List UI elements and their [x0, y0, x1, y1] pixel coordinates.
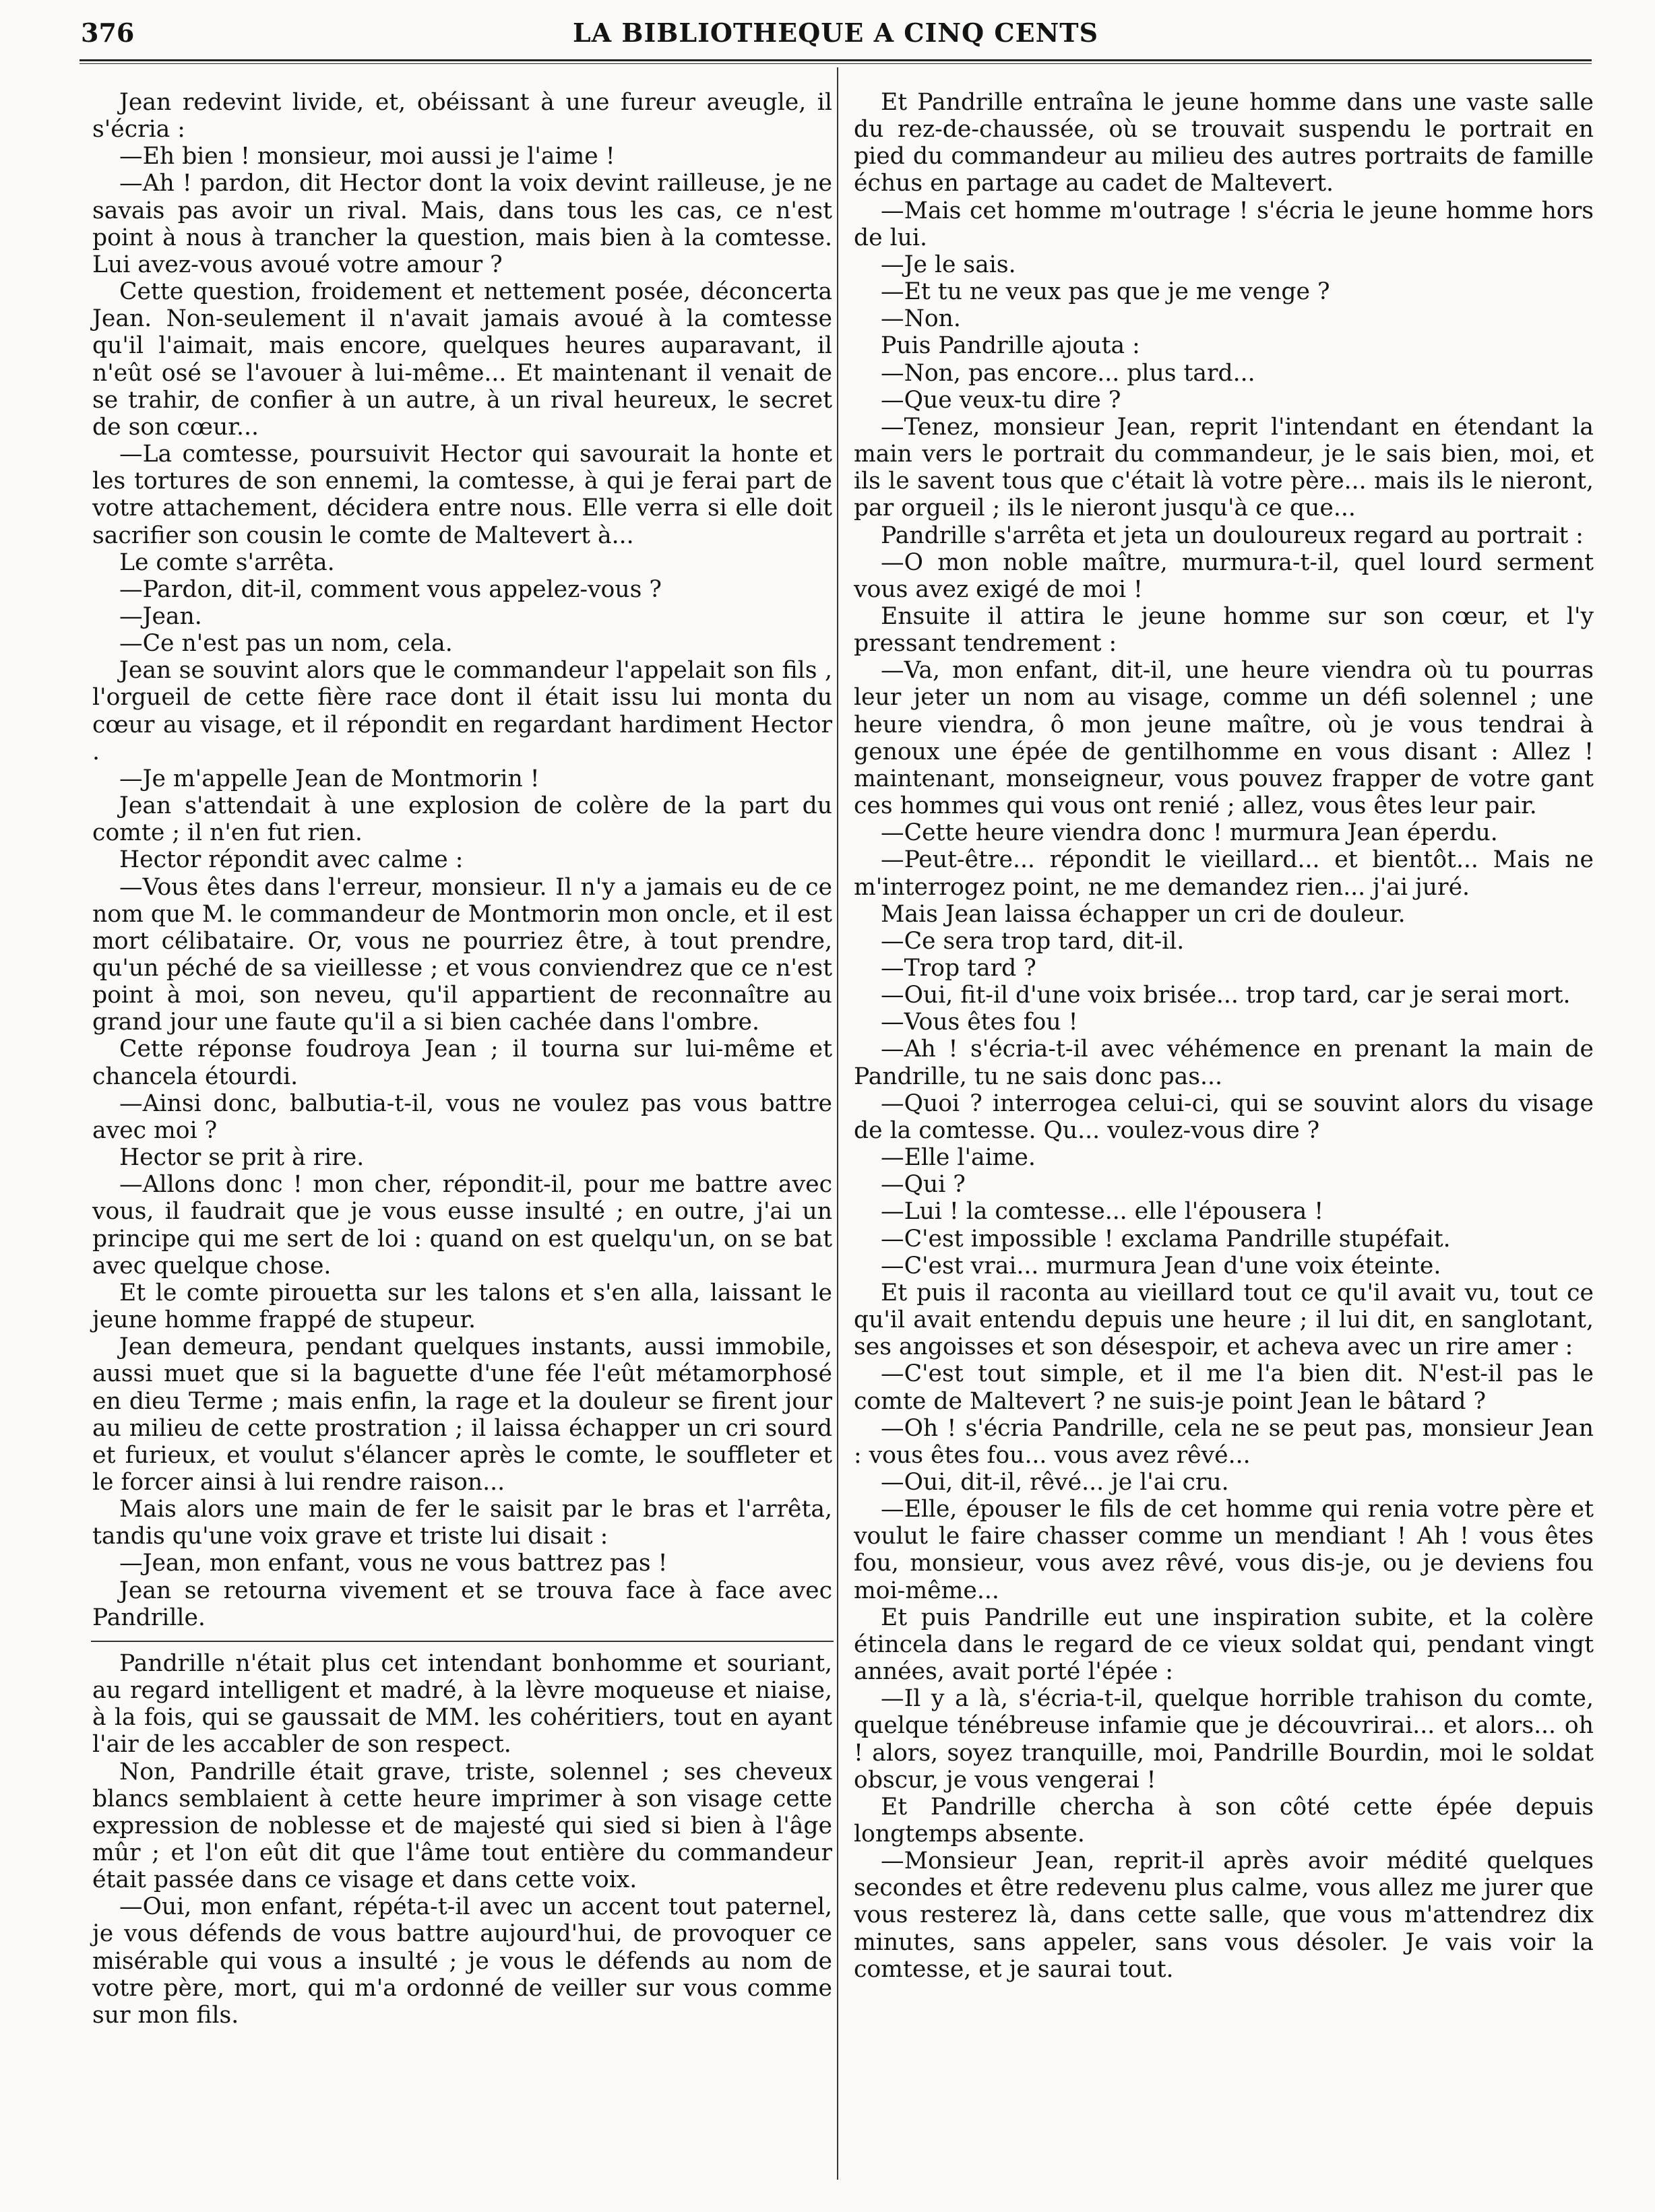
paragraph: —Ah ! pardon, dit Hector dont la voix devint railleuse, je ne savais pas avoir un rival. Mais, dans tous les cas, ce n'est point à nous à trancher la question, mais bien à la comtesse. Lui avez-vous avoué votre amour ? [92, 170, 832, 278]
header-rule-thin [80, 63, 1592, 64]
paragraph: Et puis Pandrille eut une inspiration subite, et la colère étincela dans le regard de ce vieux soldat qui, pendant vingt années, avait porté l'épée : [854, 1604, 1594, 1686]
paragraph: —Jean. [119, 602, 202, 630]
paragraph: —Oui, mon enfant, répéta-t-il avec un accent tout paternel, je vous défends de vous battre aujourd'hui, de provoquer ce misérable qui vous a insulté ; je vous le défends au nom de votre père, mort, qui m'a ordonné de veiller sur vous comme sur mon fils. [92, 1893, 832, 2029]
paragraph: —Que veux-tu dire ? [881, 386, 1121, 414]
paragraph: —Va, mon enfant, dit-il, une heure viendra où tu pourras leur jeter un nom au visage, comme un défi solennel ; une heure viendra, ô mon jeune maître, où je vous tendrai à genoux une épée de gentilhomme en vous disant : Allez ! maintenant, monseigneur, vous pouvez frapper de votre gant ces hommes qui vous ont renié ; allez, vous êtes leur pair. [854, 657, 1594, 820]
paragraph: —Qui ? [881, 1171, 966, 1199]
right-column [854, 89, 1594, 1983]
paragraph: —Oui, fit-il d'une voix brisée... trop tard, car je serai mort. [881, 982, 1571, 1009]
paragraph: Le comte s'arrêta. [119, 548, 335, 576]
paragraph: —Non, pas encore... plus tard... [881, 359, 1255, 387]
paragraph: —Eh bien ! monsieur, moi aussi je l'aime ! [119, 143, 615, 170]
running-title: LA BIBLIOTHEQUE A CINQ CENTS [572, 18, 1099, 48]
paragraph: Jean s'attendait à une explosion de colère de la part du comte ; il n'en fut rien. [92, 792, 832, 847]
paragraph: —C'est tout simple, et il me l'a bien dit. N'est-il pas le comte de Maltevert ? ne suis-je point Jean le bâtard ? [854, 1360, 1594, 1415]
paragraph: Pandrille n'était plus cet intendant bonhomme et souriant, au regard intelligent et madré, à la lèvre moqueuse et niaise, à la fois, qui se gaussait de MM. les cohéritiers, tout en ayant l'air de les accabler de son respect. [92, 1649, 832, 1759]
paragraph: Mais alors une main de fer le saisit par le bras et l'arrêta, tandis qu'une voix grave et triste lui disait : [92, 1496, 832, 1550]
paragraph: —Tenez, monsieur Jean, reprit l'intendant en étendant la main vers le portrait du commandeur, je le sais bien, moi, et ils le savent tous que c'était là votre père... mais ils le nieront, par orgueil ; ils le nieront jusqu'à ce que... [854, 413, 1594, 522]
paragraph: —C'est impossible ! exclama Pandrille stupéfait. [881, 1225, 1451, 1253]
paragraph: —Peut-être... répondit le vieillard... et bientôt... Mais ne m'interrogez point, ne me demandez rien... j'ai juré. [854, 846, 1594, 901]
paragraph: Jean demeura, pendant quelques instants, aussi immobile, aussi muet que si la baguette d'une fée l'eût métamorphosé en dieu Terme ; mais enfin, la rage et la douleur se firent jour au milieu de cette prostration ; il laissa échapper un cri sourd et furieux, et voulut s'élancer après le comte, le souffleter et le forcer ainsi à lui rendre raison... [92, 1333, 832, 1496]
paragraph: —Non. [881, 305, 961, 333]
paragraph: Et puis il raconta au vieillard tout ce qu'il avait vu, tout ce qu'il avait entendu depuis une heure ; il lui dit, en sanglotant, ses angoisses et son désespoir, et acheva avec un rire amer : [854, 1279, 1594, 1361]
paragraph: —Et tu ne veux pas que je me venge ? [881, 278, 1330, 306]
paragraph: —Vous êtes fou ! [881, 1009, 1078, 1036]
paragraph: Et Pandrille entraîna le jeune homme dans une vaste salle du rez-de-chaussée, où se trouvait suspendu le portrait en pied du commandeur au milieu des autres portraits de famille échus en partage au cadet de Maltevert. [854, 89, 1594, 197]
paragraph: —Je m'appelle Jean de Montmorin ! [119, 765, 540, 792]
paragraph: Jean se retourna vivement et se trouva face à face avec Pandrille. [92, 1577, 832, 1631]
left-column [92, 89, 832, 2029]
page-header [81, 18, 1590, 58]
section-rule [91, 1641, 834, 1642]
paragraph: Jean redevint livide, et, obéissant à une fureur aveugle, il s'écria : [92, 89, 832, 144]
paragraph: Jean se souvint alors que le commandeur l'appelait son fils , l'orgueil de cette fière race dont il était issu lui monta du cœur au visage, et il répondit en regardant hardiment Hector . [92, 657, 832, 765]
page-number: 376 [81, 18, 135, 48]
paragraph: —La comtesse, poursuivit Hector qui savourait la honte et les tortures de son ennemi, la comtesse, à qui je ferai part de votre attachement, décidera entre nous. Elle verra si elle doit sacrifier son cousin le comte de Maltevert à... [92, 441, 832, 549]
paragraph: —Elle l'aime. [881, 1144, 1036, 1172]
column-separator [837, 67, 838, 2180]
paragraph: Pandrille s'arrêta et jeta un douloureux regard au portrait : [881, 522, 1584, 549]
paragraph: Ensuite il attira le jeune homme sur son cœur, et l'y pressant tendrement : [854, 602, 1594, 658]
paragraph: —Lui ! la comtesse... elle l'épousera ! [881, 1198, 1324, 1226]
paragraph: —Je le sais. [881, 251, 1016, 278]
header-rule [80, 59, 1592, 61]
paragraph: Cette réponse foudroya Jean ; il tourna sur lui-même et chancela étourdi. [92, 1036, 832, 1090]
paragraph: —Pardon, dit-il, comment vous appelez-vous ? [119, 575, 662, 603]
paragraph: —O mon noble maître, murmura-t-il, quel lourd serment vous avez exigé de moi ! [854, 548, 1594, 603]
paragraph: —C'est vrai... murmura Jean d'une voix éteinte. [881, 1252, 1441, 1279]
paragraph: —Ce n'est pas un nom, cela. [119, 630, 453, 658]
paragraph: —Monsieur Jean, reprit-il après avoir médité quelques secondes et être redevenu plus calme, vous allez me jurer que vous resterez là, dans cette salle, que vous m'attendrez dix minutes, sans appeler, sans vous désoler. Je vais voir la comtesse, et je saurai tout. [854, 1847, 1594, 1983]
paragraph: —Oui, dit-il, rêvé... je l'ai cru. [881, 1468, 1229, 1496]
paragraph: —Mais cet homme m'outrage ! s'écria le jeune homme hors de lui. [854, 197, 1594, 251]
paragraph: Mais Jean laissa échapper un cri de douleur. [881, 900, 1406, 928]
paragraph: Et Pandrille chercha à son côté cette épée depuis longtemps absente. [854, 1793, 1594, 1847]
paragraph: —Trop tard ? [881, 955, 1036, 982]
paragraph: —Cette heure viendra donc ! murmura Jean éperdu. [881, 819, 1498, 847]
paragraph: Cette question, froidement et nettement posée, déconcerta Jean. Non-seulement il n'avait jamais avoué à la comtesse qu'il l'aimait, mais encore, quelques heures auparavant, il n'eût osé se l'avouer à lui-même... Et maintenant il venait de se trahir, de confier à un autre, à un rival heureux, le secret de son cœur... [92, 278, 832, 441]
paragraph: —Oh ! s'écria Pandrille, cela ne se peut pas, monsieur Jean : vous êtes fou... vous avez rêvé... [854, 1414, 1594, 1469]
paragraph: Hector répondit avec calme : [119, 846, 464, 874]
paragraph: Hector se prit à rire. [119, 1144, 365, 1172]
paragraph: —Vous êtes dans l'erreur, monsieur. Il n'y a jamais eu de ce nom que M. le commandeur de Montmorin mon oncle, et il est mort célibataire. Or, vous ne pourriez être, à tout prendre, qu'un péché de sa vieillesse ; et vous conviendrez que ce n'est point à moi, son neveu, qu'il appartient de reconnaître au grand jour une faute qu'il a si bien cachée dans l'ombre. [92, 873, 832, 1036]
paragraph: —Ainsi donc, balbutia-t-il, vous ne voulez pas vous battre avec moi ? [92, 1089, 832, 1144]
paragraph: —Jean, mon enfant, vous ne vous battrez pas ! [119, 1550, 668, 1577]
paragraph: —Elle, épouser le fils de cet homme qui renia votre père et voulut le faire chasser comme un mendiant ! Ah ! vous êtes fou, monsieur, vous avez rêvé, vous dis-je, ou je deviens fou moi-même... [854, 1496, 1594, 1604]
paragraph: Puis Pandrille ajouta : [881, 332, 1140, 360]
paragraph: Et le comte pirouetta sur les talons et s'en alla, laissant le jeune homme frappé de stupeur. [92, 1279, 832, 1334]
paragraph: —Il y a là, s'écria-t-il, quelque horrible trahison du comte, quelque ténébreuse infamie que je découvrirai... et alors... oh ! alors, soyez tranquille, moi, Pandrille Bourdin, moi le soldat obscur, je vous vengerai ! [854, 1685, 1594, 1794]
paragraph: —Allons donc ! mon cher, répondit-il, pour me battre avec vous, il faudrait que je vous eusse insulté ; en outre, j'ai un principe qui me sert de loi : quand on est quelqu'un, on se bat avec quelque chose. [92, 1171, 832, 1279]
paragraph: —Ce sera trop tard, dit-il. [881, 927, 1185, 955]
paragraph: Non, Pandrille était grave, triste, solennel ; ses cheveux blancs semblaient à cette heure imprimer à son visage cette expression de noblesse et de majesté qui sied si bien à l'âge mûr ; et l'on eût dit que l'âme tout entière du commandeur était passée dans ce visage et dans cette voix. [92, 1758, 832, 1894]
paragraph: —Quoi ? interrogea celui-ci, qui se souvint alors du visage de la comtesse. Qu... voulez-vous dire ? [854, 1089, 1594, 1144]
paragraph: —Ah ! s'écria-t-il avec véhémence en prenant la main de Pandrille, tu ne sais donc pas... [854, 1036, 1594, 1090]
